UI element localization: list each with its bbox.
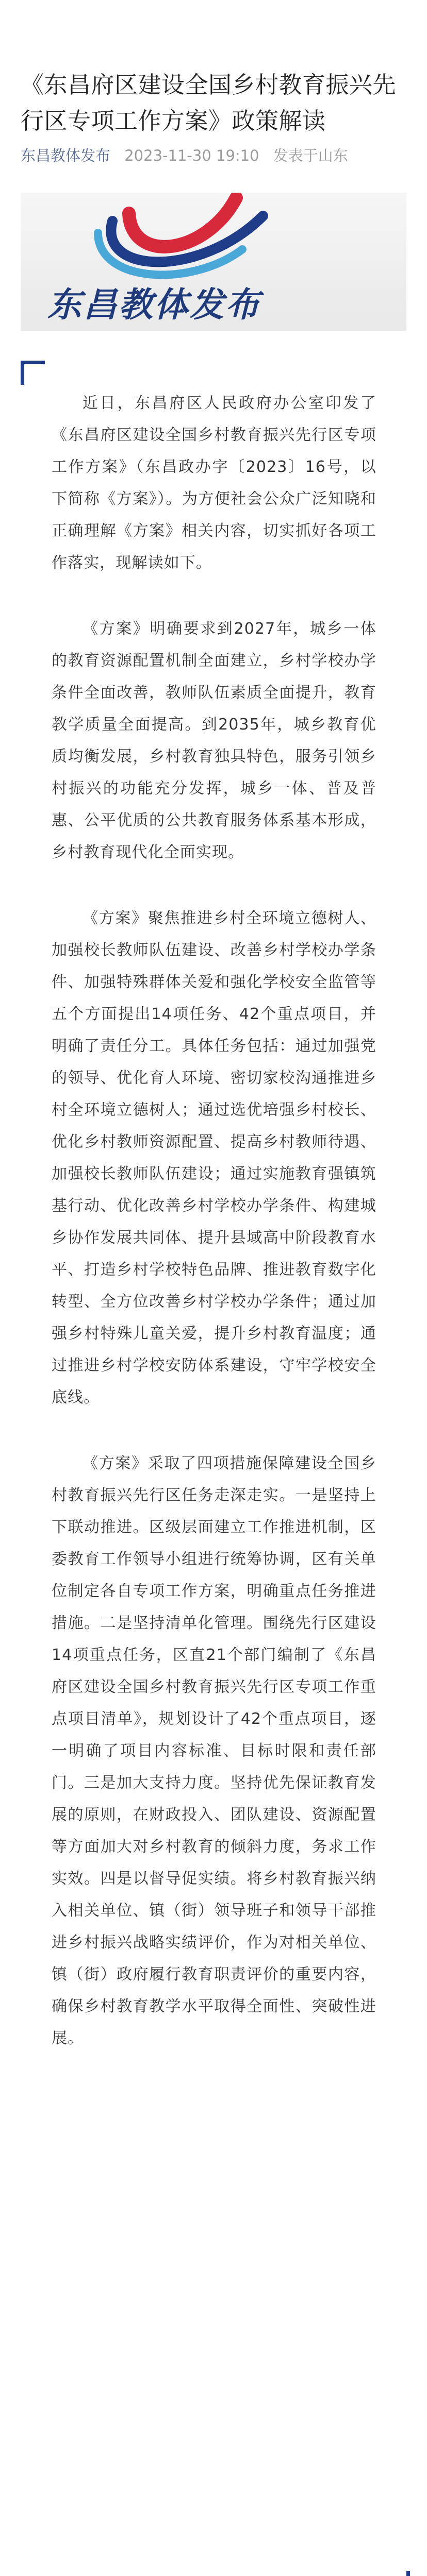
decor-corner-top-left	[21, 361, 45, 385]
banner-brand-text: 东昌教体发布	[47, 285, 261, 325]
article-meta	[21, 145, 413, 166]
article-title: 《东昌府区建设全国乡村教育振兴先行区专项工作方案》政策解读	[21, 71, 397, 134]
publish-location: 发表于山东	[273, 147, 348, 164]
publish-datetime: 2023-11-30 19:10	[124, 147, 259, 164]
paragraph-goals: 《方案》明确要求到2027年，城乡一体的教育资源配置机制全面建立，乡村学校办学条件全面改善，教师队伍素质全面提升，教育教学质量全面提高。到2035年，城乡教育优质均衡发展，乡村教育独具特色，服务引领乡村振兴的功能充分发挥，城乡一体、普及普惠、公平优质的公共教育服务体系基本形成，乡村教育现代化全面实现。	[52, 620, 376, 861]
paragraph-measures: 《方案》采取了四项措施保障建设全国乡村教育振兴先行区任务走深走实。一是坚持上下联动推进。区级层面建立工作推进机制，区委教育工作领导小组进行统筹协调，区有关单位制定各自专项工作方案，明确重点任务推进措施。二是坚持清单化管理。围绕先行区建设14项重点任务，区直21个部门编制了《东昌府区建设全国乡村教育振兴先行区专项工作重点项目清单》，规划设计了42个重点项目，逐一明确了项目内容标准、目标时限和责任部门。三是加大支持力度。坚持优先保证教育发展的原则，在财政投入、团队建设、资源配置等方面加大对乡村教育的倾斜力度，务求工作实效。四是以督导促实绩。将乡村教育振兴纳入相关单位、镇（街）领导班子和领导干部推进乡村振兴战略实绩评价，作为对相关单位、镇（街）政府履行教育职责评价的重要内容，确保乡村教育教学水平取得全面性、突破性进展。	[52, 1454, 376, 2047]
decor-corner-bottom-right	[386, 2571, 410, 2576]
paragraph-intro: 近日，东昌府区人民政府办公室印发了《东昌府区建设全国乡村教育振兴先行区专项工作方案》（东昌政办字〔2023〕16号，以下简称《方案》）。为方便社会公众广泛知晓和正确理解《方案》相关内容，切实抓好各项工作落实，现解读如下。	[52, 394, 376, 572]
article-body	[52, 387, 376, 2089]
account-name-link[interactable]: 东昌教体发布	[21, 147, 111, 164]
header-banner-image	[21, 193, 406, 331]
paragraph-tasks: 《方案》聚焦推进乡村全环境立德树人、加强校长教师队伍建设、改善乡村学校办学条件、加强特殊群体关爱和强化学校安全监管等五个方面提出14项任务、42个重点项目，并明确了责任分工。具体任务包括：通过加强党的领导、优化育人环境、密切家校沟通推进乡村全环境立德树人；通过选优培强乡村校长、优化乡村教师资源配置、提高乡村教师待遇、加强校长教师队伍建设；通过实施教育强镇筑基行动、优化改善乡村学校办学条件、构建城乡协作发展共同体、提升县域高中阶段教育水平、打造乡村学校特色品牌、推进教育数字化转型、全方位改善乡村学校办学条件；通过加强乡村特殊儿童关爱，提升乡村教育温度；通过推进乡村学校安防体系建设，守牢学校安全底线。	[52, 909, 376, 1406]
